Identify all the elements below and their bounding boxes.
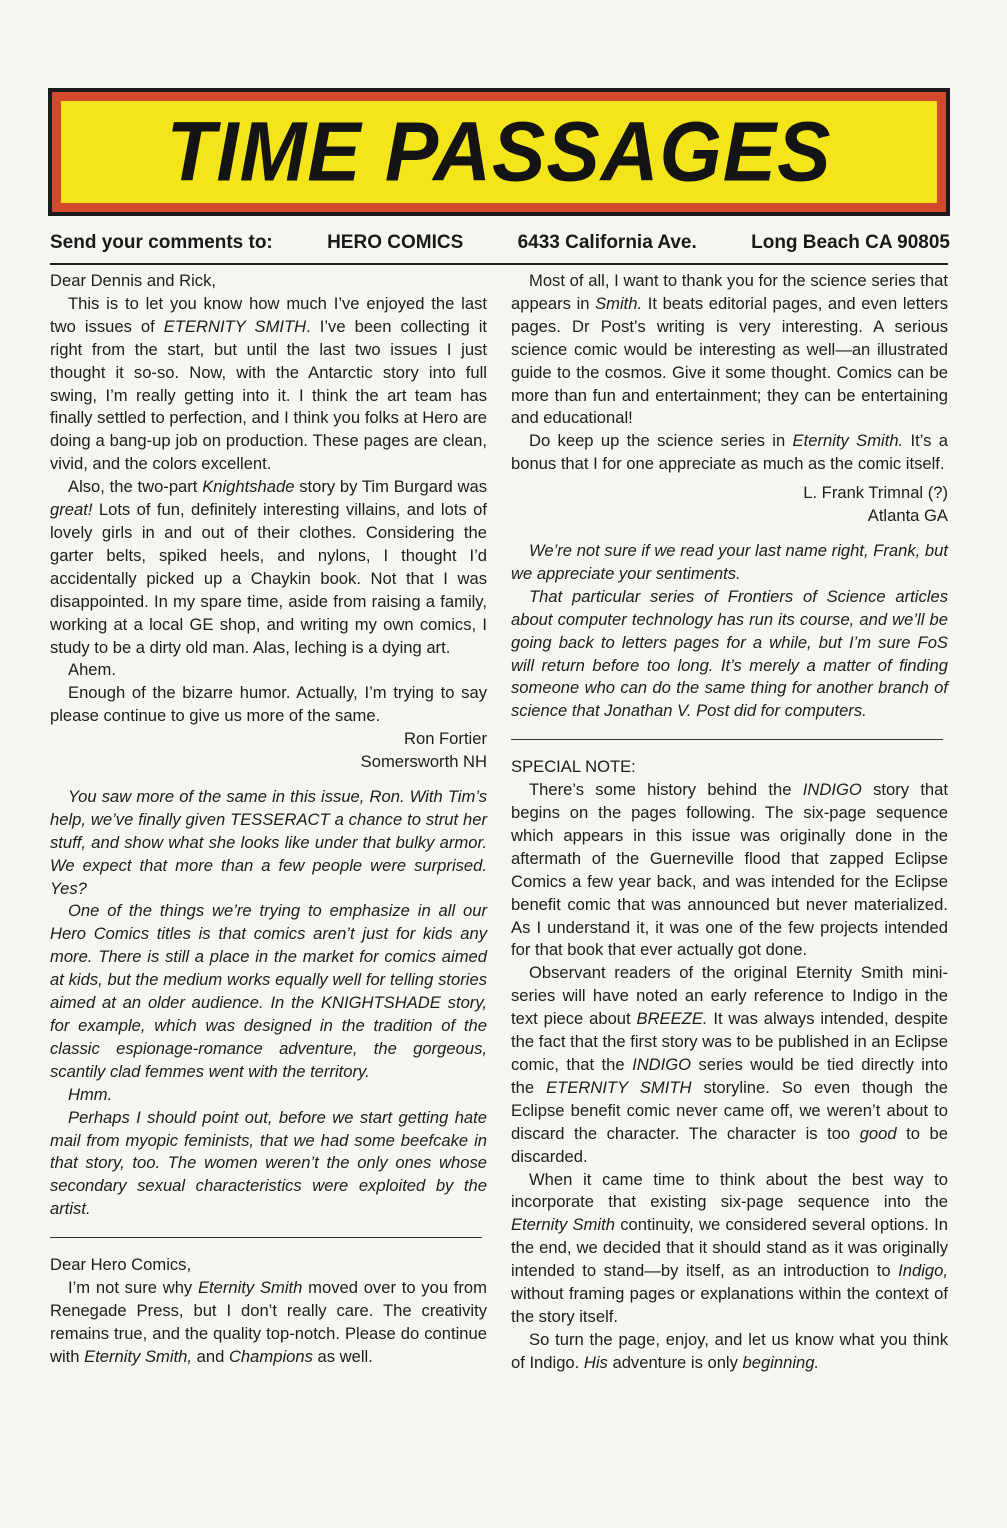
letter1-salutation: Dear Dennis and Rick,	[50, 271, 217, 290]
header-divider	[50, 263, 948, 265]
special-note-paragraph: When it came time to think about the best way to incorporate that existing six-page sequence into the Eternity Smith continuity, we considered several options. In the end, we decided that it should stand as it was originally intended to stand—by itself, as an introduction to Indigo, without framing pages or explanations within the context of the story itself.	[511, 1169, 948, 1326]
letter1-signature-name: Ron Fortier	[404, 729, 487, 749]
title-banner	[48, 88, 950, 216]
reply1-paragraph: Hmm.	[68, 1084, 113, 1104]
letter2-paragraph: Most of all, I want to thank you for the science series that appears in Smith. It beats editorial pages, and even letters pages. Dr Post’s writing is very interesting. A serious science comic would be interesting as well—an illustrated guide to the cosmos. Give it some thought. Comics can be more than fun and entertainment; they can be entertaining and educational!	[511, 271, 949, 428]
special-note-paragraph: So turn the page, enjoy, and let us know what you think of Indigo. His adventure is only beginning.	[511, 1329, 948, 1372]
special-note-paragraph: Observant readers of the original Eternity Smith mini-series will have noted an early reference to Indigo in the text piece about BREEZE. It was always intended, despite the fact that the first story was to be published in an Eclipse comic, that the INDIGO series would be tied directly into the ETERNITY SMITH storyline. So even though the Eclipse benefit comic never came off, we weren’t about to discard the character. The character is too good to be discarded.	[511, 963, 948, 1166]
banner-red-border	[52, 92, 946, 212]
left-column	[50, 270, 487, 1369]
section-divider	[50, 1237, 482, 1238]
special-note-paragraph: There’s some history behind the INDIGO story that begins on the pages following. The six-page sequence which appears in this issue was originally done in the aftermath of the Guerneville flood that zapped Eclipse Comics a few year back, and was intended for the Eclipse benefit comic that was announced but never materialized. As I understand it, it was one of the few projects intended for that book that ever actually got done.	[511, 780, 948, 960]
letter1-paragraph: Also, the two-part Knightshade story by Tim Burgard was great! Lots of fun, definitely interesting villains, and lots of lovely girls in and out of their clothes. Considering the garter belts, spiked heels, and nylons, I thought I’d accidentally picked up a Chaykin book. Not that I was disappointed. In my spare time, aside from raising a family, working at a local GE shop, and writing my own comics, I study to be a dirty old man. Alas, leching is a dying art.	[50, 477, 488, 657]
letter2-signature-place: Atlanta GA	[867, 506, 948, 526]
letter2-paragraph: Do keep up the science series in Eternity Smith. It’s a bonus that I for one appreciate as much as the comic itself.	[511, 431, 948, 474]
reply2-paragraph: We’re not sure if we read your last name right, Frank, but we appreciate your sentiments.	[511, 540, 948, 583]
special-note-heading: SPECIAL NOTE:	[511, 757, 636, 777]
letter2-salutation: Dear Hero Comics,	[50, 1255, 192, 1275]
reply1-paragraph: Perhaps I should point out, before we start getting hate mail from myopic feminists, that we had some beefcake in that story, too. The women weren’t the only ones whose secondary sexual characteristics were exploited by the artist.	[50, 1107, 487, 1219]
address-city: Long Beach CA 90805	[751, 232, 950, 253]
letter1-paragraph: This is to let you know how much I’ve enjoyed the last two issues of ETERNITY SMITH. I’ve been collecting it right from the start, but until the last two issues I just thought it so-so. Now, with the Antarctic story into full swing, I’m really getting into it. I think the art team has finally settled to perfection, and I think you folks at Hero are doing a bang-up job on production. These pages are clean, vivid, and the colors excellent.	[50, 293, 487, 474]
address-company: HERO COMICS	[327, 232, 464, 253]
section-divider	[511, 739, 943, 740]
letter1-signature-place: Somersworth NH	[360, 752, 487, 772]
letter2-signature-name: L. Frank Trimnal (?)	[803, 483, 948, 503]
page-title: TIME PASSAGES	[166, 104, 832, 199]
right-column	[511, 270, 948, 1375]
reply1-paragraph: One of the things we’re trying to emphasize in all our Hero Comics titles is that comics aren’t just for kids any more. There is still a place in the market for comics aimed at kids, but the medium works equally well for telling stories aimed at an older audience. In the KNIGHTSHADE story, for example, which was designed in the tradition of the classic espionage-romance adventure, the gorgeous, scantily clad femmes went with the territory.	[50, 901, 487, 1081]
address-prompt: Send your comments to:	[50, 232, 273, 253]
reply1-paragraph: You saw more of the same in this issue, Ron. With Tim’s help, we’ve finally given TESSERACT a chance to strut her stuff, and show what she looks like under that bulky armor. We expect that more than a few people were surprised. Yes?	[50, 786, 487, 898]
letter2-paragraph: I’m not sure why Eternity Smith moved over to you from Renegade Press, but I don’t really care. The creativity remains true, and the quality top-notch. Please do continue with Eternity Smith, and Champions as well.	[50, 1278, 487, 1366]
address-line	[50, 228, 950, 258]
letter1-paragraph: Ahem.	[68, 660, 116, 680]
banner-yellow-panel	[61, 101, 937, 203]
address-street: 6433 California Ave.	[517, 232, 697, 253]
letter1-paragraph: Enough of the bizarre humor. Actually, I’m trying to say please continue to give us more of the same.	[50, 683, 487, 726]
reply2-paragraph: That particular series of Frontiers of Science articles about computer technology has run its course, and we’ll be going back to letters pages for a while, but I’m sure FoS will return before too long. It’s merely a matter of finding someone who can do the same thing for another branch of science that Jonathan V. Post did for computers.	[511, 586, 948, 721]
